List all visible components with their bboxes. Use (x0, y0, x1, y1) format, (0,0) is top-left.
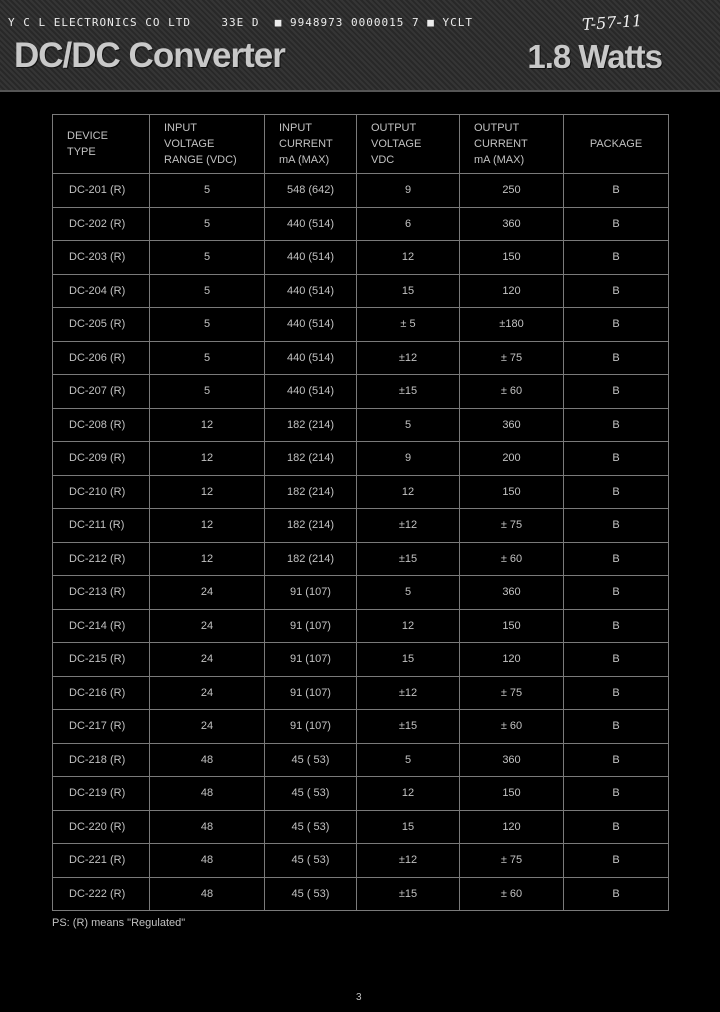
input-voltage-cell: 5 (150, 174, 265, 208)
output-voltage-cell: 12 (357, 241, 460, 275)
input-current-cell: 91 (107) (265, 576, 357, 610)
table-row (53, 542, 669, 576)
table-row (53, 609, 669, 643)
col-header-package (564, 115, 669, 174)
output-voltage-cell: 12 (357, 475, 460, 509)
input-voltage-cell: 12 (150, 408, 265, 442)
output-current-cell: 120 (460, 274, 564, 308)
device-type-cell: DC-214 (R) (53, 609, 150, 643)
output-voltage-cell: 12 (357, 609, 460, 643)
output-current-cell: ± 75 (460, 844, 564, 878)
table-row (53, 777, 669, 811)
output-voltage-cell: 15 (357, 643, 460, 677)
input-current-cell: 182 (214) (265, 509, 357, 543)
output-current-cell: 360 (460, 408, 564, 442)
input-voltage-cell: 5 (150, 375, 265, 409)
package-cell: B (564, 777, 669, 811)
package-cell: B (564, 475, 669, 509)
device-type-cell: DC-220 (R) (53, 810, 150, 844)
company-header-line: Y C L ELECTRONICS CO LTD 33E D ■ 9948973 0000015 7 ■ YCLT (8, 16, 473, 29)
input-current-cell: 440 (514) (265, 241, 357, 275)
device-type-cell: DC-209 (R) (53, 442, 150, 476)
input-voltage-cell: 24 (150, 609, 265, 643)
table-row (53, 442, 669, 476)
header-label-line: TYPE (67, 146, 96, 158)
col-header-output-current (460, 115, 564, 174)
device-type-cell: DC-208 (R) (53, 408, 150, 442)
package-cell: B (564, 408, 669, 442)
output-voltage-cell: ± 5 (357, 308, 460, 342)
header-label-line: CURRENT (279, 138, 333, 150)
input-voltage-cell: 12 (150, 475, 265, 509)
output-voltage-cell: ±12 (357, 676, 460, 710)
device-type-cell: DC-210 (R) (53, 475, 150, 509)
input-voltage-cell: 48 (150, 810, 265, 844)
package-cell: B (564, 375, 669, 409)
header-label-line: INPUT (279, 122, 312, 134)
input-current-cell: 440 (514) (265, 341, 357, 375)
header-label-line: RANGE (VDC) (164, 154, 237, 166)
output-current-cell: 120 (460, 643, 564, 677)
input-current-cell: 440 (514) (265, 207, 357, 241)
input-current-cell: 548 (642) (265, 174, 357, 208)
device-type-cell: DC-221 (R) (53, 844, 150, 878)
output-voltage-cell: 5 (357, 408, 460, 442)
output-current-cell: 120 (460, 810, 564, 844)
package-cell: B (564, 241, 669, 275)
table-row (53, 174, 669, 208)
input-current-cell: 91 (107) (265, 710, 357, 744)
output-current-cell: ± 60 (460, 710, 564, 744)
device-type-cell: DC-219 (R) (53, 777, 150, 811)
output-voltage-cell: ±15 (357, 375, 460, 409)
page-number: 3 (356, 992, 362, 1003)
input-voltage-cell: 48 (150, 844, 265, 878)
output-voltage-cell: ±15 (357, 710, 460, 744)
table-row (53, 241, 669, 275)
input-voltage-cell: 12 (150, 509, 265, 543)
output-current-cell: 150 (460, 475, 564, 509)
footnote: PS: (R) means "Regulated" (52, 917, 186, 929)
table-row (53, 710, 669, 744)
input-current-cell: 45 ( 53) (265, 877, 357, 911)
header-label-line: INPUT (164, 122, 197, 134)
col-header-input-voltage (150, 115, 265, 174)
table-row (53, 308, 669, 342)
table-body (53, 174, 669, 911)
input-voltage-cell: 24 (150, 710, 265, 744)
package-cell: B (564, 643, 669, 677)
col-header-device-type (53, 115, 150, 174)
table-row (53, 877, 669, 911)
output-current-cell: 360 (460, 207, 564, 241)
device-type-cell: DC-207 (R) (53, 375, 150, 409)
output-current-cell: 360 (460, 743, 564, 777)
input-voltage-cell: 48 (150, 743, 265, 777)
header-label-line: PACKAGE (589, 138, 643, 150)
table-row (53, 810, 669, 844)
header-label-line: VOLTAGE (371, 138, 422, 150)
input-voltage-cell: 5 (150, 341, 265, 375)
package-cell: B (564, 676, 669, 710)
device-type-cell: DC-217 (R) (53, 710, 150, 744)
output-current-cell: 250 (460, 174, 564, 208)
header-label-line: VDC (371, 154, 395, 166)
output-voltage-cell: ±15 (357, 542, 460, 576)
output-current-cell: ± 60 (460, 375, 564, 409)
input-current-cell: 182 (214) (265, 442, 357, 476)
header-label-line: OUTPUT (371, 122, 417, 134)
package-cell: B (564, 207, 669, 241)
output-voltage-cell: 12 (357, 777, 460, 811)
header-label-line: mA (MAX) (279, 154, 330, 166)
input-voltage-cell: 5 (150, 241, 265, 275)
device-type-cell: DC-212 (R) (53, 542, 150, 576)
input-current-cell: 182 (214) (265, 542, 357, 576)
output-current-cell: 200 (460, 442, 564, 476)
table-row (53, 375, 669, 409)
table-row (53, 274, 669, 308)
input-voltage-cell: 24 (150, 676, 265, 710)
output-current-cell: 360 (460, 576, 564, 610)
input-current-cell: 45 ( 53) (265, 844, 357, 878)
input-voltage-cell: 12 (150, 442, 265, 476)
table-row (53, 341, 669, 375)
output-voltage-cell: ±12 (357, 844, 460, 878)
output-current-cell: 150 (460, 777, 564, 811)
input-current-cell: 91 (107) (265, 609, 357, 643)
package-cell: B (564, 810, 669, 844)
input-voltage-cell: 24 (150, 576, 265, 610)
package-cell: B (564, 609, 669, 643)
device-type-cell: DC-204 (R) (53, 274, 150, 308)
input-voltage-cell: 5 (150, 308, 265, 342)
input-voltage-cell: 24 (150, 643, 265, 677)
package-cell: B (564, 576, 669, 610)
input-current-cell: 440 (514) (265, 308, 357, 342)
table-row (53, 509, 669, 543)
package-cell: B (564, 710, 669, 744)
input-current-cell: 440 (514) (265, 375, 357, 409)
output-voltage-cell: 5 (357, 576, 460, 610)
output-current-cell: ± 75 (460, 509, 564, 543)
input-voltage-cell: 5 (150, 274, 265, 308)
power-rating: 1.8 Watts (527, 38, 662, 75)
package-cell: B (564, 844, 669, 878)
table-row (53, 743, 669, 777)
input-current-cell: 182 (214) (265, 408, 357, 442)
device-type-cell: DC-215 (R) (53, 643, 150, 677)
input-voltage-cell: 12 (150, 542, 265, 576)
input-voltage-cell: 5 (150, 207, 265, 241)
output-voltage-cell: ±15 (357, 877, 460, 911)
output-current-cell: ±180 (460, 308, 564, 342)
input-current-cell: 182 (214) (265, 475, 357, 509)
device-type-cell: DC-201 (R) (53, 174, 150, 208)
input-current-cell: 45 ( 53) (265, 743, 357, 777)
output-voltage-cell: ±12 (357, 509, 460, 543)
table-row (53, 207, 669, 241)
col-header-input-current (265, 115, 357, 174)
handwritten-note: T-57-11 (581, 10, 643, 35)
output-current-cell: ± 75 (460, 676, 564, 710)
header-band (0, 0, 720, 92)
input-current-cell: 45 ( 53) (265, 810, 357, 844)
input-voltage-cell: 48 (150, 877, 265, 911)
device-type-cell: DC-218 (R) (53, 743, 150, 777)
table-row (53, 408, 669, 442)
page-title: DC/DC Converter (14, 36, 285, 75)
device-type-cell: DC-216 (R) (53, 676, 150, 710)
input-current-cell: 45 ( 53) (265, 777, 357, 811)
output-current-cell: ± 60 (460, 542, 564, 576)
input-current-cell: 91 (107) (265, 676, 357, 710)
package-cell: B (564, 274, 669, 308)
package-cell: B (564, 442, 669, 476)
output-current-cell: ± 75 (460, 341, 564, 375)
device-type-cell: DC-213 (R) (53, 576, 150, 610)
device-type-cell: DC-205 (R) (53, 308, 150, 342)
device-type-cell: DC-222 (R) (53, 877, 150, 911)
table-row (53, 676, 669, 710)
table-row (53, 576, 669, 610)
header-label-line: mA (MAX) (474, 154, 525, 166)
package-cell: B (564, 174, 669, 208)
col-header-output-voltage (357, 115, 460, 174)
input-voltage-cell: 48 (150, 777, 265, 811)
table-row (53, 844, 669, 878)
output-current-cell: ± 60 (460, 877, 564, 911)
output-voltage-cell: 9 (357, 174, 460, 208)
output-voltage-cell: 6 (357, 207, 460, 241)
device-type-cell: DC-203 (R) (53, 241, 150, 275)
package-cell: B (564, 308, 669, 342)
header-label-line: VOLTAGE (164, 138, 215, 150)
output-voltage-cell: ±12 (357, 341, 460, 375)
input-current-cell: 440 (514) (265, 274, 357, 308)
table-row (53, 475, 669, 509)
output-voltage-cell: 15 (357, 274, 460, 308)
output-current-cell: 150 (460, 241, 564, 275)
table-row (53, 643, 669, 677)
device-type-cell: DC-206 (R) (53, 341, 150, 375)
output-voltage-cell: 15 (357, 810, 460, 844)
output-current-cell: 150 (460, 609, 564, 643)
header-label-line: OUTPUT (474, 122, 520, 134)
spec-table (52, 114, 669, 911)
package-cell: B (564, 542, 669, 576)
package-cell: B (564, 743, 669, 777)
package-cell: B (564, 341, 669, 375)
package-cell: B (564, 877, 669, 911)
input-current-cell: 91 (107) (265, 643, 357, 677)
output-voltage-cell: 9 (357, 442, 460, 476)
table-header-row (53, 115, 669, 174)
device-type-cell: DC-202 (R) (53, 207, 150, 241)
output-voltage-cell: 5 (357, 743, 460, 777)
header-label-line: CURRENT (474, 138, 528, 150)
package-cell: B (564, 509, 669, 543)
device-type-cell: DC-211 (R) (53, 509, 150, 543)
header-label-line: DEVICE (67, 130, 108, 142)
